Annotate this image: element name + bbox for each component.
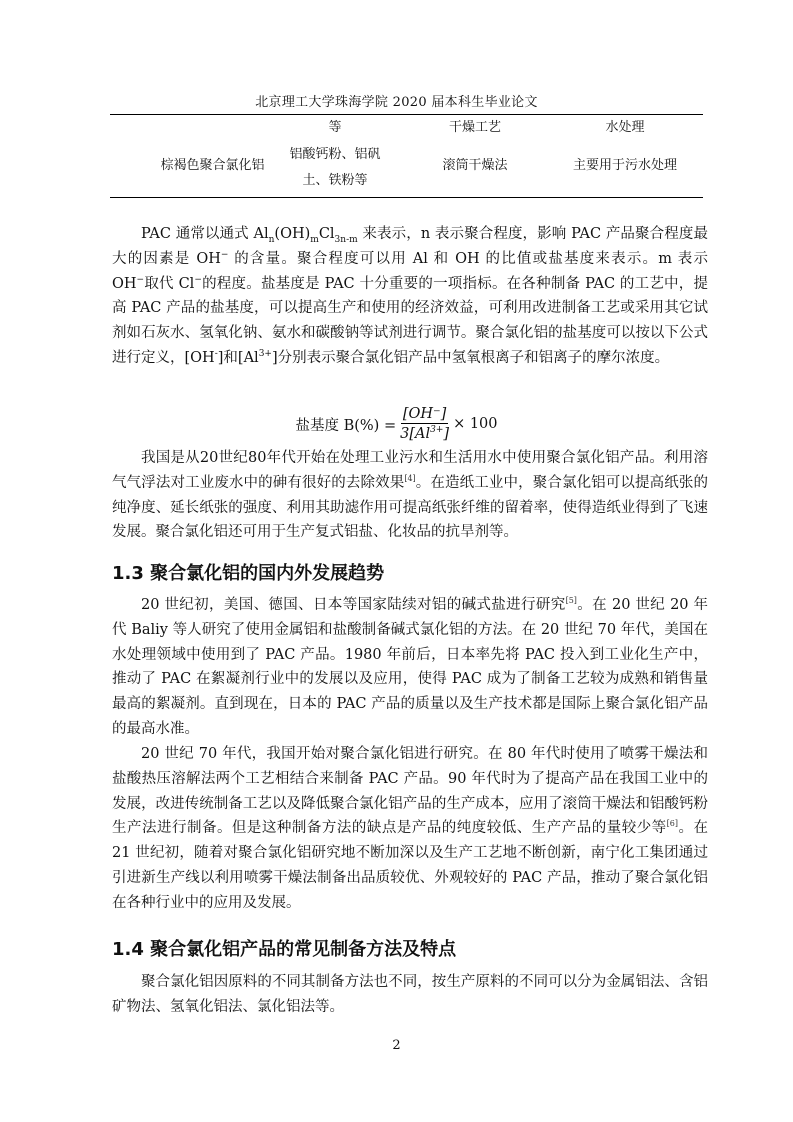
section-heading-1-4: 1.4 聚合氯化铝产品的常见制备方法及特点 <box>112 939 457 960</box>
citation-6: [6] <box>666 819 679 829</box>
formula-lhs: 盐基度 B(%) = <box>295 417 397 434</box>
table-cell-r1-c2: 等 <box>328 120 342 135</box>
table-fragment <box>110 114 703 198</box>
basicity-formula <box>0 402 793 446</box>
page-header: 北京理工大学珠海学院 2020 届本科生毕业论文 <box>255 95 538 110</box>
table-cell-r2-c2-line1: 铝酸钙粉、铝矾 <box>289 147 381 162</box>
paragraph-international-history: 20 世纪初，美国、德国、日本等国家陆续对铝的碱式盐进行研究[5]。在 20 世纪 20 年代 Baliy 等人研究了使用金属铝和盐酸制备碱式氯化铝的方法。在 20 世纪 70 年代，美国在水处理领域中使用到了 PAC 产品。1980 年前后，日本率先将 PAC 投入到工业化生产中，推动了 PAC 在絮凝剂行业中的发展以及应用，使得 PAC 成为了制备工艺较为成熟和销售量最高的絮凝剂。直到现在，日本的 PAC 产品的质量以及生产技术都是国际上聚合氯化铝产品的最高水准。 <box>112 596 708 737</box>
citation-4: [4] <box>404 473 416 483</box>
paragraph-preparation-methods: 聚合氯化铝因原料的不同其制备方法也不同，按生产原料的不同可以分为金属铝法、含铝矿物法、氢氧化铝法、氯化铝法等。 <box>112 974 708 1015</box>
table-cell-r2-c3: 滚筒干燥法 <box>442 158 508 173</box>
paragraph-domestic-history: 20 世纪 70 年代，我国开始对聚合氯化铝进行研究。在 80 年代时使用了喷雾干燥法和盐酸热压溶解法两个工艺相结合来制备 PAC 产品。90 年代时为了提高产品在我国工业中的发展，改进传统制备工艺以及降低聚合氯化铝产品的生产成本，应用了滚筒干燥法和铝酸钙粉生产法进行制备。但是这种制备方法的缺点是产品的纯度较低、生产产品的量较少等[6]。在 21 世纪初，随着对聚合氯化铝研究地不断加深以及生产工艺地不断创新，南宁化工集团通过引进新生产线以利用喷雾干燥法制备出品质较优、外观较好的 PAC 产品，推动了聚合氯化铝在各种行业中的应用及发展。 <box>112 746 708 911</box>
section-heading-1-3: 1.3 聚合氯化铝的国内外发展趋势 <box>112 563 385 584</box>
paragraph-pac-formula: PAC 通常以通式 $Al_n(OH)_mCl_{3n-m}$ 来表示，n 表示聚合程度，影响 PAC 产品聚合程度最大的因素是 OH− 的含量。聚合程度可以用 Al 和 OH 的比值或盐基度来表示。m 表示 OH−取代 Cl−的程度。盐基度是 PAC 十分重要的一项指标。在各种制备 PAC 的工艺中，提高 PAC 产品的盐基度，可以提高生产和使用的经济效益，可利用改进制备工艺或采用其它试剂如石灰水、氢氧化钠、氨水和碳酸钠等试剂进行调节。聚合氯化铝的盐基度可以按以下公式进行定义，[OH-]和$[Al^{3+}]$分别表示聚合氯化铝产品中氢氧根离子和铝离子的摩尔浓度。 <box>112 226 708 366</box>
table-cell-r1-c4: 水处理 <box>605 120 645 135</box>
page-number: 2 <box>392 1038 401 1053</box>
paragraph-applications: 我国是从20世纪80年代开始在处理工业污水和生活用水中使用聚合氯化铝产品。利用溶气气浮法对工业废水中的砷有很好的去除效果[4]。在造纸工业中，聚合氯化铝可以提高纸张的纯净度、延长纸张的强度、利用其助滤作用可提高纸张纤维的留着率，使得造纸业得到了飞速发展。聚合氯化铝还可用于生产复式铝盐、化妆品的抗旱剂等。 <box>112 450 708 541</box>
formula-denominator: $3[Al^{3+}]$ <box>400 425 450 442</box>
formula-rhs: × 100 <box>453 416 498 432</box>
formula-fraction <box>400 406 449 442</box>
table-cell-r1-c3: 干燥工艺 <box>448 120 501 135</box>
table-bottom-rule <box>110 197 703 198</box>
citation-5: [5] <box>565 596 577 606</box>
table-cell-r2-c4: 主要用于污水处理 <box>572 158 677 173</box>
table-cell-r2-c1: 棕褐色聚合氯化铝 <box>160 158 265 173</box>
formula-numerator: [OH⁻] <box>402 406 447 423</box>
table-cell-r2-c2-line2: 土、铁粉等 <box>302 173 368 188</box>
